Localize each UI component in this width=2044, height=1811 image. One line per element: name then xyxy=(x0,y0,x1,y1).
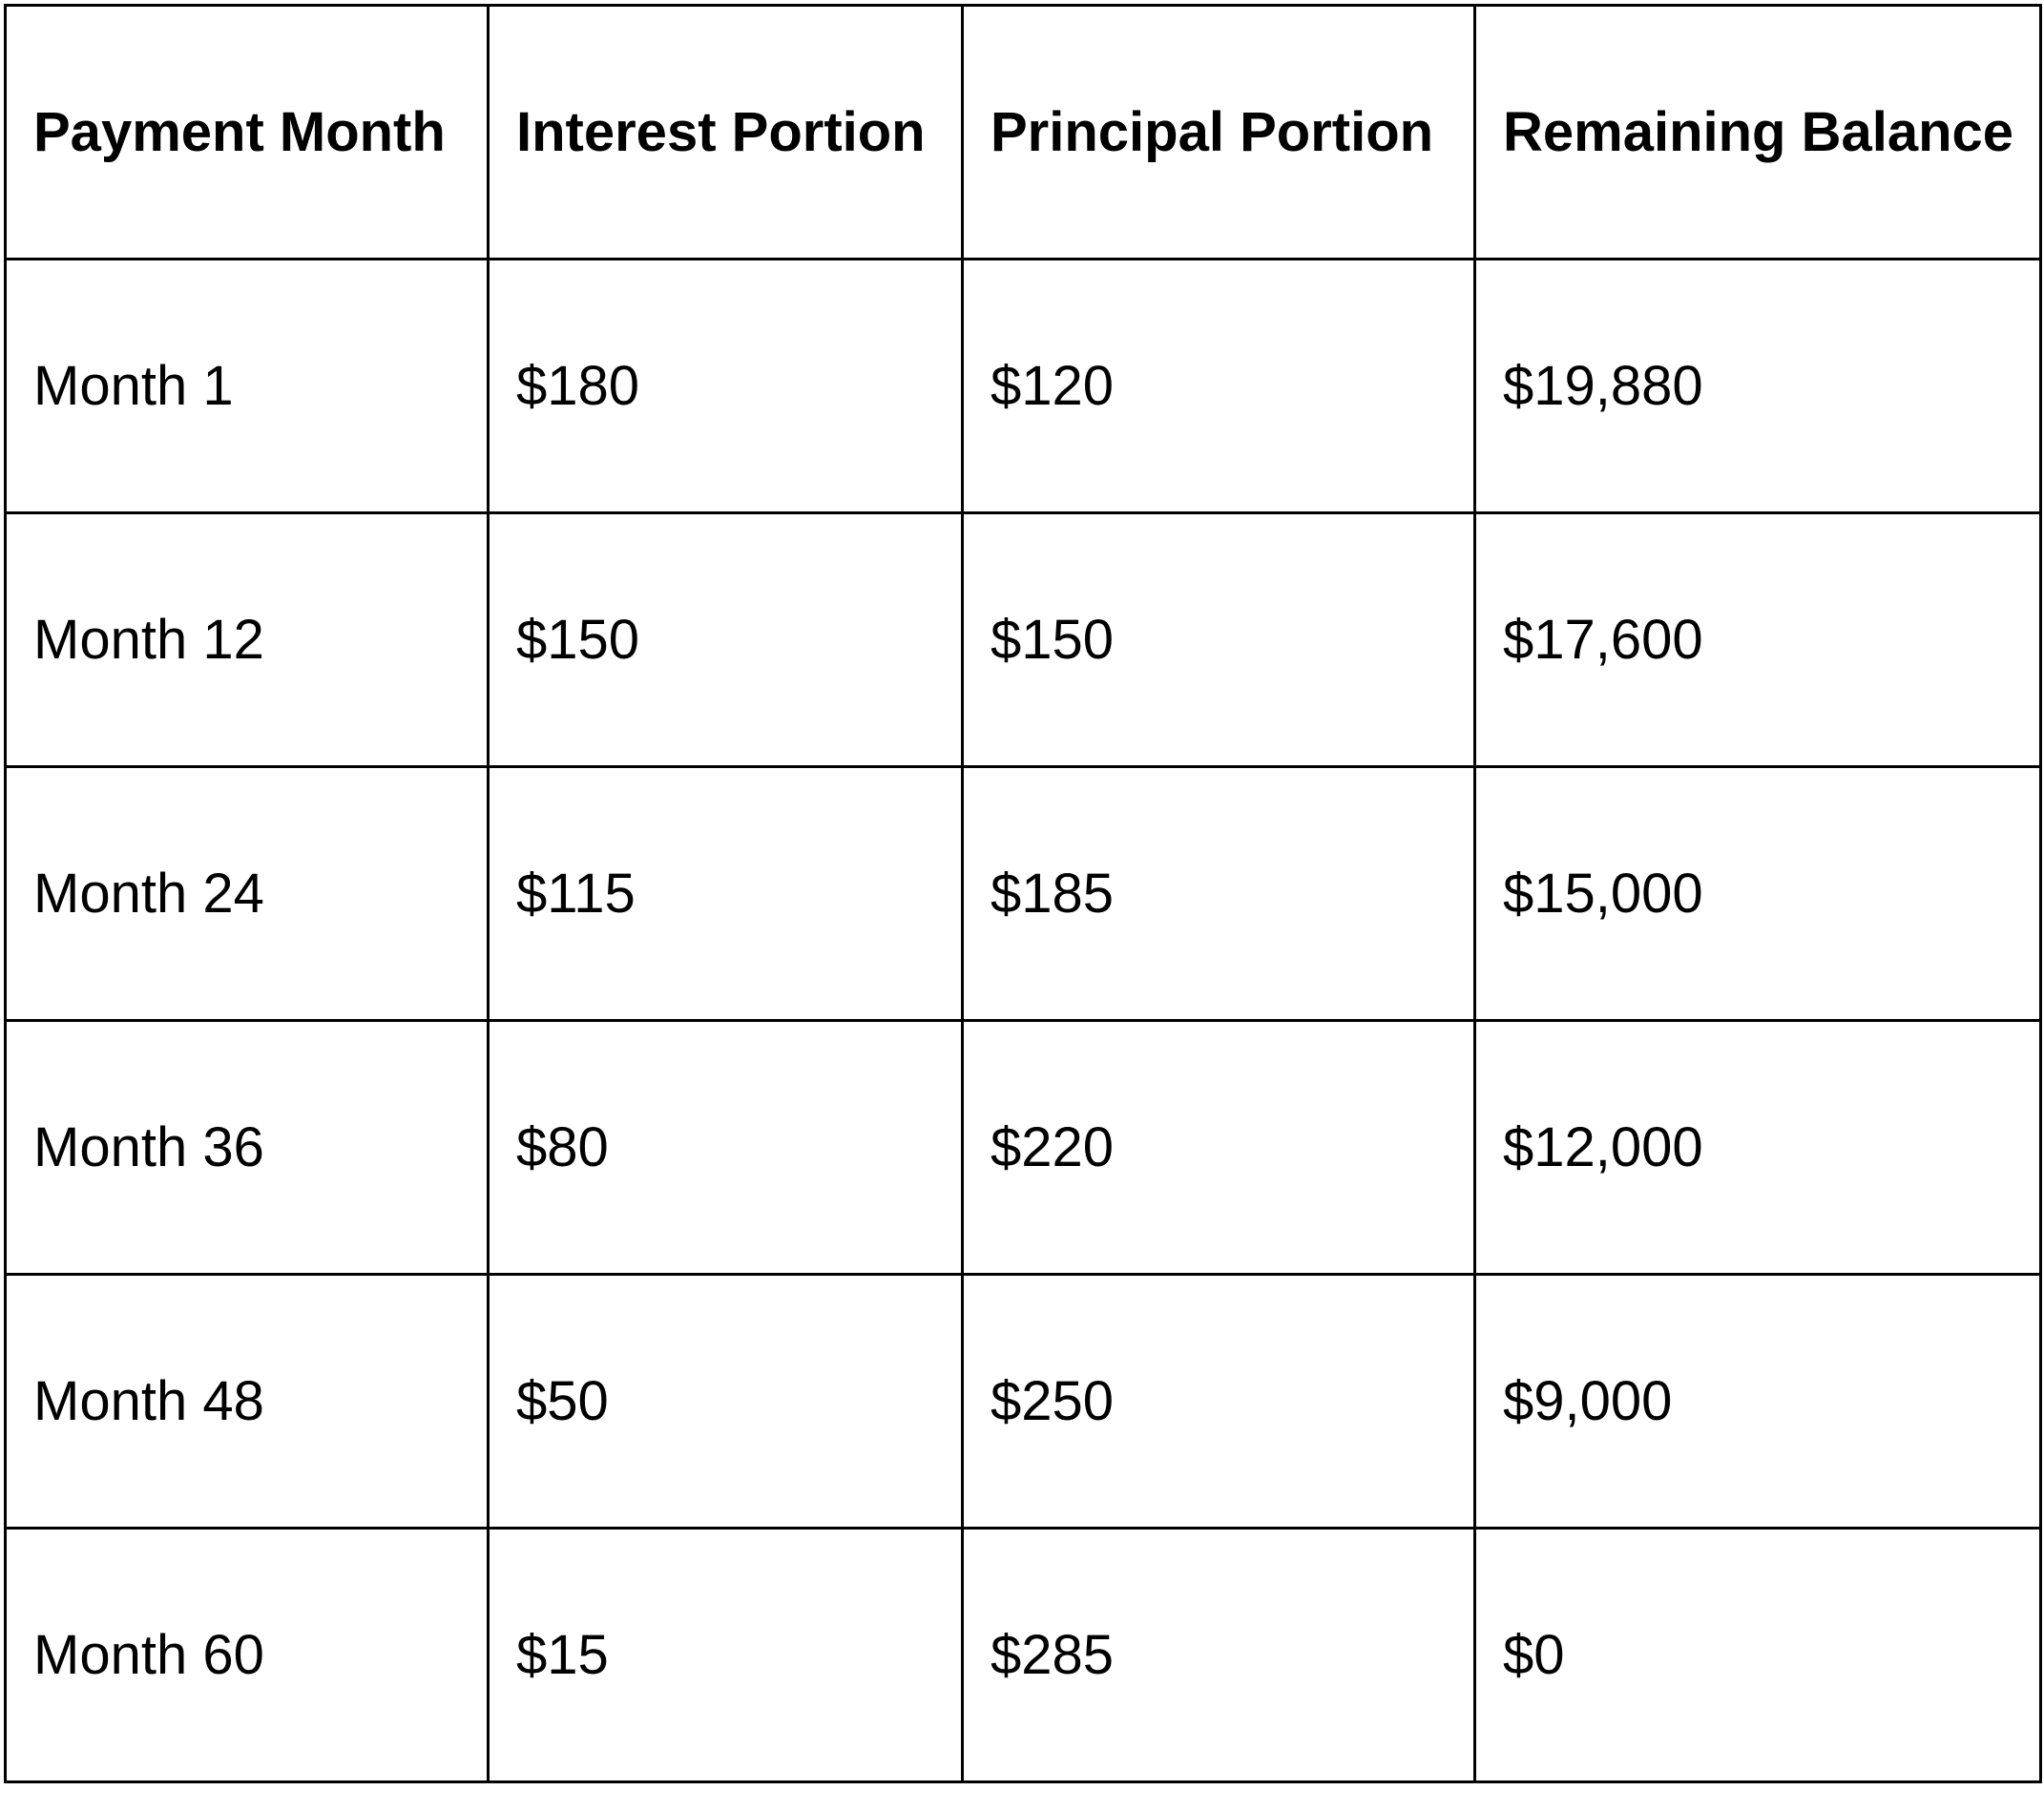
cell-payment-month: Month 12 xyxy=(6,513,489,767)
header-remaining-balance: Remaining Balance xyxy=(1475,6,2041,260)
table-row xyxy=(6,1529,2041,1782)
header-interest-portion: Interest Portion xyxy=(489,6,963,260)
cell-payment-month: Month 48 xyxy=(6,1275,489,1529)
cell-remaining-balance: $15,000 xyxy=(1475,767,2041,1021)
cell-principal-portion: $120 xyxy=(963,260,1475,513)
table-row xyxy=(6,767,2041,1021)
cell-payment-month: Month 24 xyxy=(6,767,489,1021)
table-row xyxy=(6,1275,2041,1529)
cell-interest-portion: $180 xyxy=(489,260,963,513)
cell-principal-portion: $220 xyxy=(963,1021,1475,1275)
header-payment-month: Payment Month xyxy=(6,6,489,260)
cell-principal-portion: $150 xyxy=(963,513,1475,767)
amortization-table-container xyxy=(4,4,2042,1783)
cell-remaining-balance: $12,000 xyxy=(1475,1021,2041,1275)
cell-interest-portion: $50 xyxy=(489,1275,963,1529)
cell-remaining-balance: $19,880 xyxy=(1475,260,2041,513)
cell-interest-portion: $15 xyxy=(489,1529,963,1782)
cell-remaining-balance: $17,600 xyxy=(1475,513,2041,767)
header-principal-portion: Principal Portion xyxy=(963,6,1475,260)
cell-payment-month: Month 36 xyxy=(6,1021,489,1275)
cell-remaining-balance: $9,000 xyxy=(1475,1275,2041,1529)
cell-interest-portion: $150 xyxy=(489,513,963,767)
table-header-row xyxy=(6,6,2041,260)
table-row xyxy=(6,513,2041,767)
cell-interest-portion: $115 xyxy=(489,767,963,1021)
cell-principal-portion: $185 xyxy=(963,767,1475,1021)
amortization-schedule-table xyxy=(4,4,2042,1783)
table-row xyxy=(6,1021,2041,1275)
cell-payment-month: Month 1 xyxy=(6,260,489,513)
cell-interest-portion: $80 xyxy=(489,1021,963,1275)
cell-remaining-balance: $0 xyxy=(1475,1529,2041,1782)
cell-principal-portion: $250 xyxy=(963,1275,1475,1529)
cell-payment-month: Month 60 xyxy=(6,1529,489,1782)
table-row xyxy=(6,260,2041,513)
cell-principal-portion: $285 xyxy=(963,1529,1475,1782)
